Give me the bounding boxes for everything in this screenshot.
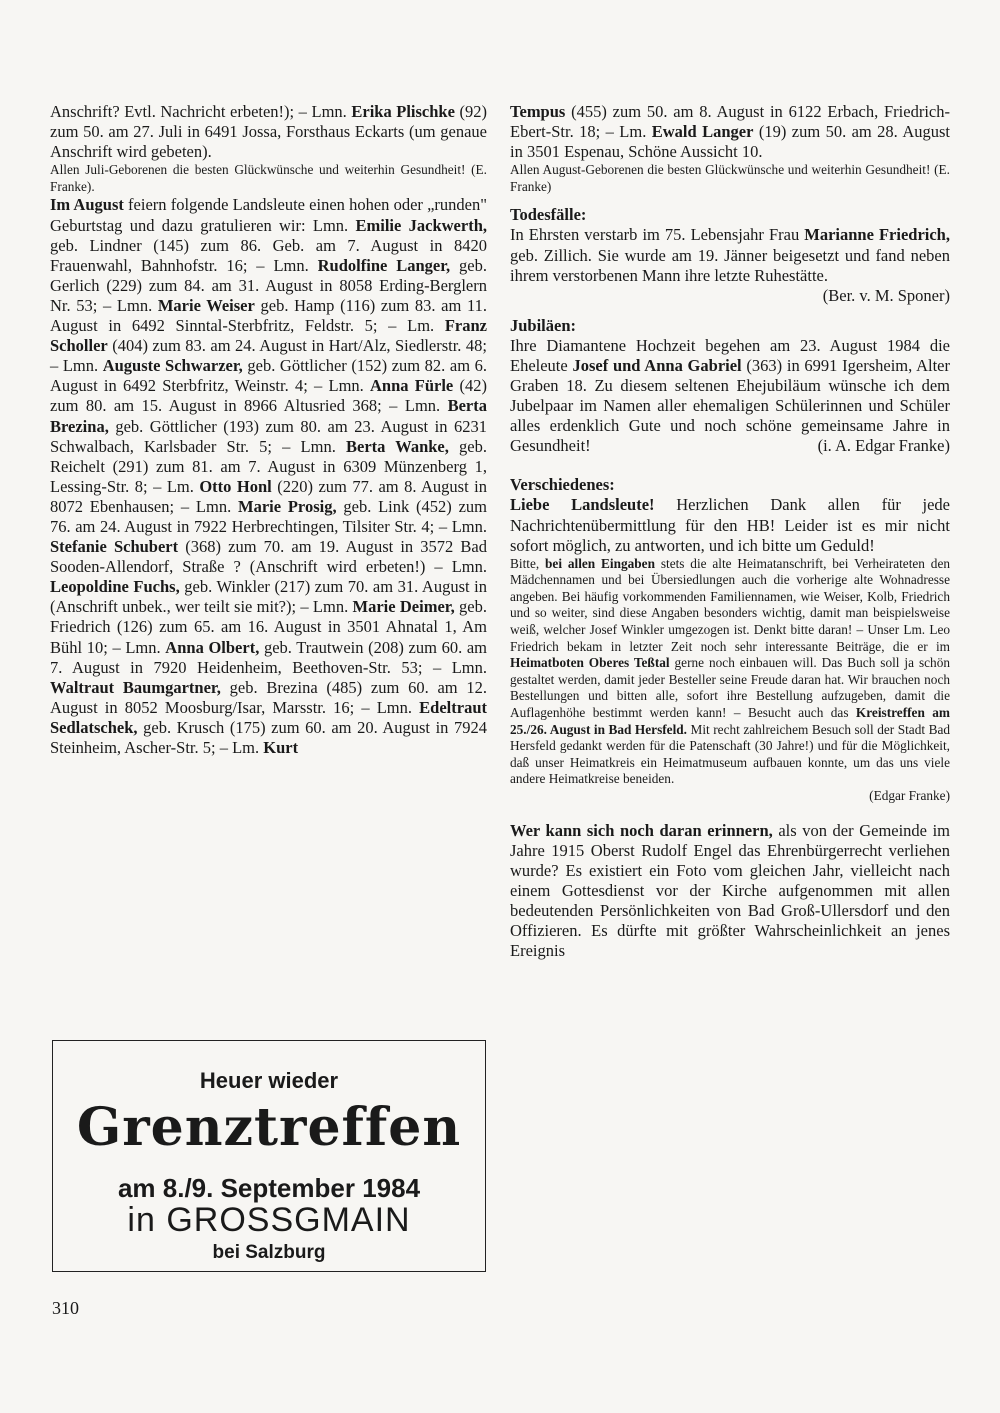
text-run: Ihre Diamantene Hochzeit begehen am 23. August 1984 die Eheleute (510, 335, 950, 375)
text-run: geb. Brezina (485) zum 60. am 12. August in 8052 Moosburg/Isar, Marsstr. 16; – Lmn. (50, 677, 487, 717)
july-greeting: Allen Juli-Geborenen die besten Glückwünsche und weiterhin Gesundheit! (E. Franke). (50, 162, 487, 194)
bold-name: Auguste Schwarzer, (102, 356, 243, 376)
bold-name: Marie Prosig, (238, 496, 337, 516)
text-run: gerne noch einbauen will. Das Buch soll ja schön gestaltet werden, damit jeder Besteller seine Freude daran hat. Wir brauchen noch Bestellungen und bitten alle, sofort ihre Bestellung aufzugeben, damit die Auflagenhöhe bestimmt werden kann! – Besucht auch das (510, 655, 950, 721)
bold-name: Berta Brezina, (50, 396, 487, 436)
bold-name: Erika Plischke (351, 102, 455, 121)
text-run: geb. Link (452) zum 76. am 24. August in 7922 Herbrechtingen, Tilsiter Str. 4; – Lmn. (50, 496, 487, 536)
birthday-continuation (510, 102, 950, 162)
august-greeting: Allen August-Geborenen die besten Glückwünsche und weiterhin Gesundheit! (E. Franke) (510, 162, 950, 194)
birthday-august-paragraph (50, 195, 487, 758)
text-run: (92) zum 50. am 27. Juli in 6491 Jossa, Forsthaus Eckarts (um genaue Anschrift wird gebeten). (50, 102, 487, 162)
right-column (510, 102, 950, 961)
grenztreffen-announcement (52, 1040, 486, 1272)
bold-name: bei allen Eingaben (545, 555, 655, 571)
text-run: (220) zum 77. am 8. August in 8072 Ebenhausen; – Lmn. (50, 476, 488, 516)
text-run: stets die alte Heimatanschrift, bei Verheirateten den Mädchennamen und bei Übersiedlungen auch die vorherige alte Wohnadresse angeben. Bei häufig vorkommenden Familiennamen, wie Weiser, Kolb, Friedrich und so weiter, sind diese Angaben besonders wichtig, damit man beispielsweise weiß, welcher Josef Winkler umgezogen ist. Denkt bitte daran! – Unser Lm. Leo Friedrich bekam in letzter Zeit noch sehr interessante Beiträge, die er im (510, 555, 950, 654)
bold-name: Anna Olbert, (165, 637, 260, 657)
deaths-text (510, 225, 950, 284)
text-run: geb. Göttlicher (152) zum 82. am 6. August in 6492 Sterbfritz, Weinstr. 4; – Lmn. (50, 356, 487, 396)
bold-name: Liebe Landsleute! (510, 495, 655, 515)
text-run: (42) zum 80. am 15. August in 8966 Altusried 368; – Lmn. (50, 376, 487, 416)
text-run: als von der Gemeinde im Jahre 1915 Oberst Rudolf Engel das Ehrenbürgerrecht verliehen wurde? Es existiert ein Foto vom gleichen Jahr, vielleicht nach einem Gottesdienst vor der Kirche aufgenommen mit allen bedeutenden Persönlichkeiten von Bad Groß-Ullersdorf und den Offizieren. Es dürfte mit größter Wahrscheinlichkeit an jenes Ereignis (510, 820, 951, 961)
jubilee-paragraph (510, 336, 950, 457)
bold-name: Heimatboten Oberes Teßtal (510, 655, 670, 671)
text-run: geb. Lindner (145) zum 86. Geb. am 7. August in 8420 Frauenwahl, Bahnhofstr. 16; – Lmn. (50, 235, 487, 275)
text-run: geb. Hamp (116) zum 83. am 11. August in 6492 Sinntal-Sterbfritz, Feldstr. 5; – Lm. (50, 295, 488, 336)
text-run: geb. Gerlich (229) zum 84. am 31. August in 8058 Erding-Berglern Nr. 53; – Lmn. (50, 255, 487, 315)
bold-name: Emilie Jackwerth, (355, 215, 487, 235)
text-run: geb. Friedrich (126) zum 65. am 16. August in 3501 Ahnatal 1, Am Bühl 10; – Lmn. (50, 597, 487, 657)
deaths-paragraph (510, 225, 950, 305)
bold-name: Rudolfine Langer, (317, 255, 451, 275)
jubilee-signature: (i. A. Edgar Franke) (817, 436, 950, 456)
misc-body (510, 556, 950, 788)
announcement-date: am 8./9. September 1984 (117, 1173, 421, 1203)
bold-name: Anna Fürle (370, 376, 454, 396)
bold-name: Tempus (510, 102, 566, 121)
misc-heading: Verschiedenes: (510, 475, 615, 495)
birthday-july-paragraph (50, 102, 487, 162)
bold-name: Leopoldine Fuchs, (50, 577, 180, 597)
text-run: (368) zum 70. am 19. August in 3572 Bad Sooden-Allendorf, Straße ? (Anschrift wird erbeten!) – Lmn. (50, 537, 487, 577)
text-run: In Ehrsten verstarb im 75. Lebensjahr Frau (510, 225, 805, 245)
announcement-region: bei Salzburg (212, 1242, 326, 1263)
jubilee-heading: Jubiläen: (510, 315, 577, 335)
text-run: Mit recht zahlreichem Besuch soll der Stadt Bad Hersfeld gedankt werden für die Patenschaft (30 Jahre!) und für die Möglichkeit, daß unser Heimatkreis ein Heimatmuseum aufbauen konnte, um das uns viele andere Heimatkreise beneiden. (510, 721, 950, 787)
bold-name: Edeltraut Sedlatschek, (50, 697, 487, 737)
bold-name: Otto Honl (199, 476, 272, 496)
announcement-heading: Heuer wieder (199, 1068, 339, 1093)
text-run: (404) zum 83. am 24. August in Hart/Alz, Siedlerstr. 48; – Lmn. (50, 336, 487, 376)
bold-name: Kurt (263, 738, 299, 757)
bold-name: Josef und Anna Gabriel (572, 355, 742, 375)
bold-name: Berta Wanke, (345, 436, 449, 456)
bold-name: Waltraut Baumgartner, (50, 677, 221, 697)
deaths-signature: (Ber. v. M. Sponer) (822, 285, 950, 305)
bold-name: Im August (50, 195, 124, 215)
bold-name: Marianne Friedrich, (804, 225, 950, 245)
text-run: geb. Göttlicher (193) zum 80. am 23. August in 6231 Schwalbach, Karlsbader Str. 5; – Lmn. (50, 416, 487, 456)
text-run: geb. Reichelt (291) zum 81. am 7. August in 6309 Münzenberg 1, Lessing-Str. 8; – Lm. (50, 436, 487, 496)
text-run: Anschrift? Evtl. Nachricht erbeten!); – Lmn. (50, 102, 352, 121)
text-run: geb. Krusch (175) zum 60. am 20. August in 7924 Steinheim, Ascher-Str. 5; – Lm. (50, 717, 487, 757)
page-number: 310 (52, 1298, 79, 1318)
text-run: (19) zum 50. am 28. August in 3501 Espenau, Schöne Aussicht 10. (510, 122, 950, 162)
bold-name: Ewald Langer (651, 122, 754, 142)
text-run: geb. Zillich. Sie wurde am 19. Jänner beigesetzt und fand neben ihrem verstorbenen Mann ihre letzte Ruhestätte. (510, 245, 950, 285)
text-run: (363) in 6991 Igersheim, Alter Graben 18. Zu diesem seltenen Ehejubiläum wünsche ich dem Jubelpaar im Namen aller ehemaligen Schülerinnen und Schüler alles erdenklich Gute und noch schöne gemeinsame Jahre in Gesundheit! (510, 355, 950, 456)
bold-name: Marie Deimer, (352, 597, 455, 617)
left-column (50, 102, 487, 758)
deaths-heading: Todesfälle: (510, 205, 587, 225)
announcement-title: Grenztreffen (76, 1097, 462, 1158)
misc-signature: (Edgar Franke) (869, 788, 950, 803)
text-run: Bitte, (510, 555, 546, 571)
bold-name: Franz Scholler (50, 316, 487, 356)
text-run: (455) zum 50. am 8. August in 6122 Erbach, Friedrich-Ebert-Str. 18; – Lm. (510, 102, 950, 142)
text-run: Herzlichen Dank allen für jede Nachrichtenübermittlung für den HB! Leider ist es mir nicht sofort möglich, zu antworten, und ich bitte um Geduld! (510, 495, 951, 555)
text-run: geb. Trautwein (208) zum 60. am 7. August in 7920 Heidenheim, Beethoven-Str. 53; – Lmn. (50, 637, 487, 677)
bold-name: Wer kann sich noch daran erinnern, (510, 820, 773, 840)
announcement-place: in GROSSGMAIN (127, 1201, 411, 1239)
honorary-citizen-paragraph (510, 821, 950, 962)
bold-name: Kreistreffen am 25./26. August in Bad Hersfeld. (510, 705, 950, 737)
text-run: geb. Winkler (217) zum 70. am 31. August in (Anschrift unbek., wer teilt sie mit?); – Lmn. (50, 577, 487, 617)
misc-intro (510, 495, 950, 555)
bold-name: Marie Weiser (157, 295, 255, 315)
text-run: feiern folgende Landsleute einen hohen oder „runden" Geburtstag und dazu gratulieren wir: Lmn. (50, 195, 487, 235)
bold-name: Stefanie Schubert (50, 537, 179, 557)
